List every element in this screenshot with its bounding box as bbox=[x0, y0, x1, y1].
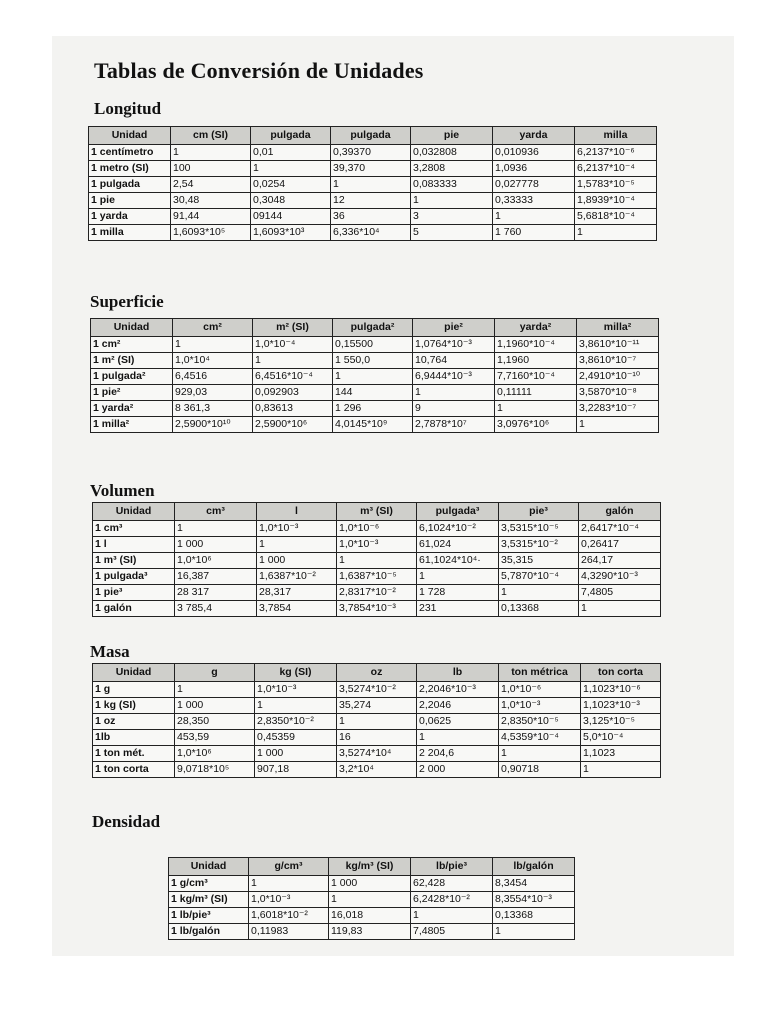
table-row bbox=[169, 908, 575, 924]
column-header: g/cm³ bbox=[249, 858, 329, 876]
column-header: Unidad bbox=[93, 664, 175, 682]
table-cell: 62,428 bbox=[411, 876, 493, 892]
row-label: 1 kg/m³ (SI) bbox=[169, 892, 249, 908]
table-cell: 1 bbox=[329, 892, 411, 908]
table-cell: 231 bbox=[417, 601, 499, 617]
table-cell: 0,092903 bbox=[253, 385, 333, 401]
table-cell: 1 bbox=[493, 924, 575, 940]
table-cell: 0,13368 bbox=[499, 601, 579, 617]
table-cell: 1 550,0 bbox=[333, 353, 413, 369]
table-cell: 1 bbox=[251, 161, 331, 177]
table-cell: 1 000 bbox=[257, 553, 337, 569]
table-cell: 0,3048 bbox=[251, 193, 331, 209]
table-cell: 3,2*10⁴ bbox=[337, 762, 417, 778]
column-header: l bbox=[257, 503, 337, 521]
table-cell: 1 760 bbox=[493, 225, 575, 241]
table-row bbox=[169, 924, 575, 940]
table-cell: 1,0*10⁻³ bbox=[249, 892, 329, 908]
table-cell: 2,8317*10⁻² bbox=[337, 585, 417, 601]
table-cell: 2,4910*10⁻¹⁰ bbox=[577, 369, 659, 385]
table-cell: 0,010936 bbox=[493, 145, 575, 161]
table-cell: 1 bbox=[175, 682, 255, 698]
column-header: oz bbox=[337, 664, 417, 682]
column-header: cm³ bbox=[175, 503, 257, 521]
table-cell: 12 bbox=[331, 193, 411, 209]
table-cell: 1,6018*10⁻² bbox=[249, 908, 329, 924]
table-cell: 1 bbox=[337, 553, 417, 569]
column-header: pulgada² bbox=[333, 319, 413, 337]
table-row bbox=[93, 730, 661, 746]
table-cell: 929,03 bbox=[173, 385, 253, 401]
table-cell: 2,8350*10⁻⁵ bbox=[499, 714, 581, 730]
table-cell: 1 bbox=[499, 746, 581, 762]
table-cell: 6,9444*10⁻³ bbox=[413, 369, 495, 385]
column-header: kg (SI) bbox=[255, 664, 337, 682]
table-cell: 0,027778 bbox=[493, 177, 575, 193]
table-cell: 8 361,3 bbox=[173, 401, 253, 417]
table-row bbox=[89, 161, 657, 177]
table-cell: 144 bbox=[333, 385, 413, 401]
table-cell: 1 bbox=[337, 714, 417, 730]
table-cell: 1 bbox=[417, 569, 499, 585]
table-cell: 1,1023*10⁻³ bbox=[581, 698, 661, 714]
table-densidad bbox=[168, 857, 575, 940]
column-header: Unidad bbox=[91, 319, 173, 337]
row-label: 1 g/cm³ bbox=[169, 876, 249, 892]
table-cell: 1 bbox=[255, 698, 337, 714]
table-cell: 1 bbox=[579, 601, 661, 617]
table-cell: 8,3454 bbox=[493, 876, 575, 892]
table-cell: 6,4516*10⁻⁴ bbox=[253, 369, 333, 385]
table-cell: 1 bbox=[249, 876, 329, 892]
column-header: lb/galón bbox=[493, 858, 575, 876]
table-cell: 1,1023 bbox=[581, 746, 661, 762]
table-cell: 1,8939*10⁻⁴ bbox=[575, 193, 657, 209]
table-cell: 91,44 bbox=[171, 209, 251, 225]
table-cell: 3,125*10⁻⁵ bbox=[581, 714, 661, 730]
table-cell: 5 bbox=[411, 225, 493, 241]
column-header: Unidad bbox=[89, 127, 171, 145]
table-cell: 0,13368 bbox=[493, 908, 575, 924]
table-cell: 1,0*10⁻⁶ bbox=[499, 682, 581, 698]
row-label: 1 lb/galón bbox=[169, 924, 249, 940]
table-cell: 0,15500 bbox=[333, 337, 413, 353]
table-cell: 2,5900*10¹⁰ bbox=[173, 417, 253, 433]
table-row bbox=[93, 746, 661, 762]
table-row bbox=[93, 762, 661, 778]
table-row bbox=[91, 353, 659, 369]
table-cell: 119,83 bbox=[329, 924, 411, 940]
table-cell: 0,45359 bbox=[255, 730, 337, 746]
section-title-masa: Masa bbox=[90, 642, 130, 661]
table-cell: 3,7854*10⁻³ bbox=[337, 601, 417, 617]
row-label: 1 milla² bbox=[91, 417, 173, 433]
table-cell: 16,387 bbox=[175, 569, 257, 585]
table-cell: 1,1960 bbox=[495, 353, 577, 369]
table-cell: 3,5315*10⁻² bbox=[499, 537, 579, 553]
table-cell: 2 204,6 bbox=[417, 746, 499, 762]
table-cell: 61,1024*10⁴· bbox=[417, 553, 499, 569]
table-cell: 1,0*10⁻⁶ bbox=[337, 521, 417, 537]
table-cell: 1 bbox=[495, 401, 577, 417]
table-cell: 6,1024*10⁻² bbox=[417, 521, 499, 537]
table-cell: 10,764 bbox=[413, 353, 495, 369]
row-label: 1 pulgada² bbox=[91, 369, 173, 385]
table-cell: 1 bbox=[253, 353, 333, 369]
row-label: 1 centímetro bbox=[89, 145, 171, 161]
table-row bbox=[169, 876, 575, 892]
table-cell: 264,17 bbox=[579, 553, 661, 569]
table-row bbox=[89, 193, 657, 209]
section-title-superficie: Superficie bbox=[90, 292, 164, 311]
row-label: 1 ton mét. bbox=[93, 746, 175, 762]
row-label: 1 g bbox=[93, 682, 175, 698]
table-cell: 1,0*10⁻³ bbox=[255, 682, 337, 698]
column-header: m³ (SI) bbox=[337, 503, 417, 521]
table-cell: 30,48 bbox=[171, 193, 251, 209]
table-cell: 0,032808 bbox=[411, 145, 493, 161]
column-header: yarda² bbox=[495, 319, 577, 337]
table-cell: 1,0*10⁶ bbox=[175, 746, 255, 762]
table-cell: 1,0*10⁻⁴ bbox=[253, 337, 333, 353]
table-cell: 1,0*10⁻³ bbox=[337, 537, 417, 553]
table-header-row bbox=[91, 319, 659, 337]
column-header: Unidad bbox=[93, 503, 175, 521]
table-cell: 1,6093*10³ bbox=[251, 225, 331, 241]
table-cell: 1 bbox=[493, 209, 575, 225]
table-cell: 3,8610*10⁻¹¹ bbox=[577, 337, 659, 353]
table-cell: 1 bbox=[175, 521, 257, 537]
table-row bbox=[93, 569, 661, 585]
table-cell: 100 bbox=[171, 161, 251, 177]
page-title: Tablas de Conversión de Unidades bbox=[94, 58, 424, 83]
table-row bbox=[93, 537, 661, 553]
table-row bbox=[91, 369, 659, 385]
table-cell: 3,5274*10⁴ bbox=[337, 746, 417, 762]
table-cell: 2,7878*10⁷ bbox=[413, 417, 495, 433]
row-label: 1 pulgada³ bbox=[93, 569, 175, 585]
row-label: 1 kg (SI) bbox=[93, 698, 175, 714]
row-label: 1 m² (SI) bbox=[91, 353, 173, 369]
table-cell: 453,59 bbox=[175, 730, 255, 746]
table-cell: 1 bbox=[581, 762, 661, 778]
table-cell: 1,0*10⁶ bbox=[175, 553, 257, 569]
column-header: g bbox=[175, 664, 255, 682]
table-cell: 0,01 bbox=[251, 145, 331, 161]
table-cell: 1,6387*10⁻⁵ bbox=[337, 569, 417, 585]
table-cell: 1 728 bbox=[417, 585, 499, 601]
table-row bbox=[169, 892, 575, 908]
table-cell: 3 bbox=[411, 209, 493, 225]
table-cell: 6,4516 bbox=[173, 369, 253, 385]
table-cell: 6,2137*10⁻⁶ bbox=[575, 145, 657, 161]
table-cell: 2,8350*10⁻² bbox=[255, 714, 337, 730]
table-cell: 9,0718*10⁵ bbox=[175, 762, 255, 778]
row-label: 1 cm³ bbox=[93, 521, 175, 537]
table-cell: 3,5315*10⁻⁵ bbox=[499, 521, 579, 537]
table-cell: 3,5870*10⁻⁸ bbox=[577, 385, 659, 401]
section-title-longitud: Longitud bbox=[94, 99, 162, 118]
table-cell: 2,6417*10⁻⁴ bbox=[579, 521, 661, 537]
table-row bbox=[93, 585, 661, 601]
table-cell: 2,2046 bbox=[417, 698, 499, 714]
table-cell: 36 bbox=[331, 209, 411, 225]
table-row bbox=[91, 337, 659, 353]
column-header: pulgada³ bbox=[417, 503, 499, 521]
row-label: 1 galón bbox=[93, 601, 175, 617]
column-header: pie³ bbox=[499, 503, 579, 521]
row-label: 1 pie bbox=[89, 193, 171, 209]
table-cell: 0,26417 bbox=[579, 537, 661, 553]
column-header: yarda bbox=[493, 127, 575, 145]
table-cell: 0,083333 bbox=[411, 177, 493, 193]
table-cell: 1,0936 bbox=[493, 161, 575, 177]
table-cell: 1,1023*10⁻⁶ bbox=[581, 682, 661, 698]
table-row bbox=[93, 521, 661, 537]
table-cell: 2,5900*10⁶ bbox=[253, 417, 333, 433]
table-cell: 3,2283*10⁻⁷ bbox=[577, 401, 659, 417]
row-label: 1 pie³ bbox=[93, 585, 175, 601]
table-cell: 1 bbox=[257, 537, 337, 553]
table-cell: 28,350 bbox=[175, 714, 255, 730]
table-row bbox=[93, 698, 661, 714]
column-header: cm (SI) bbox=[171, 127, 251, 145]
table-cell: 3,7854 bbox=[257, 601, 337, 617]
table-row bbox=[89, 209, 657, 225]
table-cell: 0,39370 bbox=[331, 145, 411, 161]
column-header: m² (SI) bbox=[253, 319, 333, 337]
table-longitud bbox=[88, 126, 657, 241]
table-cell: 0,11983 bbox=[249, 924, 329, 940]
table-cell: 3,2808 bbox=[411, 161, 493, 177]
row-label: 1 ton corta bbox=[93, 762, 175, 778]
column-header: pulgada bbox=[331, 127, 411, 145]
table-cell: 1 bbox=[171, 145, 251, 161]
section-title-densidad: Densidad bbox=[92, 812, 161, 831]
column-header: lb bbox=[417, 664, 499, 682]
table-cell: 1 000 bbox=[175, 537, 257, 553]
row-label: 1 pie² bbox=[91, 385, 173, 401]
table-cell: 5,0*10⁻⁴ bbox=[581, 730, 661, 746]
column-header: pie bbox=[411, 127, 493, 145]
table-cell: 2,2046*10⁻³ bbox=[417, 682, 499, 698]
table-cell: 3 785,4 bbox=[175, 601, 257, 617]
table-header-row bbox=[89, 127, 657, 145]
table-cell: 1 000 bbox=[255, 746, 337, 762]
table-cell: 1 bbox=[411, 908, 493, 924]
column-header: pulgada bbox=[251, 127, 331, 145]
table-row bbox=[93, 601, 661, 617]
row-label: 1 yarda² bbox=[91, 401, 173, 417]
column-header: cm² bbox=[173, 319, 253, 337]
row-label: 1 m³ (SI) bbox=[93, 553, 175, 569]
table-cell: 2,54 bbox=[171, 177, 251, 193]
row-label: 1lb bbox=[93, 730, 175, 746]
row-label: 1 oz bbox=[93, 714, 175, 730]
table-cell: 0,0625 bbox=[417, 714, 499, 730]
column-header: galón bbox=[579, 503, 661, 521]
table-row bbox=[89, 225, 657, 241]
table-cell: 7,7160*10⁻⁴ bbox=[495, 369, 577, 385]
column-header: ton corta bbox=[581, 664, 661, 682]
table-cell: 2 000 bbox=[417, 762, 499, 778]
row-label: 1 yarda bbox=[89, 209, 171, 225]
table-cell: 3,5274*10⁻² bbox=[337, 682, 417, 698]
table-cell: 1,6093*10⁵ bbox=[171, 225, 251, 241]
table-row bbox=[89, 145, 657, 161]
table-cell: 7,4805 bbox=[579, 585, 661, 601]
table-cell: 907,18 bbox=[255, 762, 337, 778]
row-label: 1 l bbox=[93, 537, 175, 553]
table-cell: 28 317 bbox=[175, 585, 257, 601]
table-cell: 16 bbox=[337, 730, 417, 746]
table-cell: 0,0254 bbox=[251, 177, 331, 193]
section-title-volumen: Volumen bbox=[90, 481, 155, 500]
table-cell: 0,83613 bbox=[253, 401, 333, 417]
table-cell: 1,0*10⁻³ bbox=[257, 521, 337, 537]
table-cell: 1 bbox=[417, 730, 499, 746]
table-cell: 6,2137*10⁻⁴ bbox=[575, 161, 657, 177]
table-header-row bbox=[169, 858, 575, 876]
table-cell: 1,0764*10⁻³ bbox=[413, 337, 495, 353]
column-header: ton métrica bbox=[499, 664, 581, 682]
table-cell: 1,6387*10⁻² bbox=[257, 569, 337, 585]
table-cell: 1 bbox=[413, 385, 495, 401]
table-cell: 61,024 bbox=[417, 537, 499, 553]
table-row bbox=[91, 401, 659, 417]
table-cell: 1 bbox=[575, 225, 657, 241]
table-cell: 5,6818*10⁻⁴ bbox=[575, 209, 657, 225]
table-cell: 1 bbox=[333, 369, 413, 385]
table-header-row bbox=[93, 503, 661, 521]
row-label: 1 milla bbox=[89, 225, 171, 241]
table-row bbox=[93, 553, 661, 569]
table-cell: 1 bbox=[173, 337, 253, 353]
table-cell: 1 bbox=[331, 177, 411, 193]
column-header: milla bbox=[575, 127, 657, 145]
row-label: 1 lb/pie³ bbox=[169, 908, 249, 924]
row-label: 1 cm² bbox=[91, 337, 173, 353]
table-cell: 6,336*10⁴ bbox=[331, 225, 411, 241]
table-cell: 35,274 bbox=[337, 698, 417, 714]
table-masa bbox=[92, 663, 661, 778]
column-header: pie² bbox=[413, 319, 495, 337]
table-cell: 1 000 bbox=[329, 876, 411, 892]
table-row bbox=[93, 682, 661, 698]
table-cell: 1,5783*10⁻⁵ bbox=[575, 177, 657, 193]
table-row bbox=[89, 177, 657, 193]
table-cell: 9 bbox=[413, 401, 495, 417]
column-header: kg/m³ (SI) bbox=[329, 858, 411, 876]
table-cell: 1,0*10⁻³ bbox=[499, 698, 581, 714]
table-cell: 39,370 bbox=[331, 161, 411, 177]
table-cell: 4,0145*10⁹ bbox=[333, 417, 413, 433]
row-label: 1 metro (SI) bbox=[89, 161, 171, 177]
table-cell: 0,33333 bbox=[493, 193, 575, 209]
table-volumen bbox=[92, 502, 661, 617]
table-cell: 5,7870*10⁻⁴ bbox=[499, 569, 579, 585]
table-cell: 1 bbox=[499, 585, 579, 601]
table-header-row bbox=[93, 664, 661, 682]
table-cell: 1,1960*10⁻⁴ bbox=[495, 337, 577, 353]
table-cell: 0,90718 bbox=[499, 762, 581, 778]
table-row bbox=[91, 385, 659, 401]
table-cell: 35,315 bbox=[499, 553, 579, 569]
table-cell: 16,018 bbox=[329, 908, 411, 924]
row-label: 1 pulgada bbox=[89, 177, 171, 193]
table-cell: 1 bbox=[411, 193, 493, 209]
table-cell: 28,317 bbox=[257, 585, 337, 601]
table-cell: 1,0*10⁴ bbox=[173, 353, 253, 369]
column-header: Unidad bbox=[169, 858, 249, 876]
table-cell: 1 296 bbox=[333, 401, 413, 417]
table-cell: 6,2428*10⁻² bbox=[411, 892, 493, 908]
column-header: milla² bbox=[577, 319, 659, 337]
table-cell: 1 bbox=[577, 417, 659, 433]
table-row bbox=[93, 714, 661, 730]
table-cell: 09144 bbox=[251, 209, 331, 225]
table-cell: 4,3290*10⁻³ bbox=[579, 569, 661, 585]
table-cell: 3,8610*10⁻⁷ bbox=[577, 353, 659, 369]
table-cell: 1 000 bbox=[175, 698, 255, 714]
table-superficie bbox=[90, 318, 659, 433]
column-header: lb/pie³ bbox=[411, 858, 493, 876]
table-cell: 3,0976*10⁶ bbox=[495, 417, 577, 433]
table-cell: 7,4805 bbox=[411, 924, 493, 940]
table-cell: 0,11111 bbox=[495, 385, 577, 401]
table-row bbox=[91, 417, 659, 433]
table-cell: 8,3554*10⁻³ bbox=[493, 892, 575, 908]
table-cell: 4,5359*10⁻⁴ bbox=[499, 730, 581, 746]
